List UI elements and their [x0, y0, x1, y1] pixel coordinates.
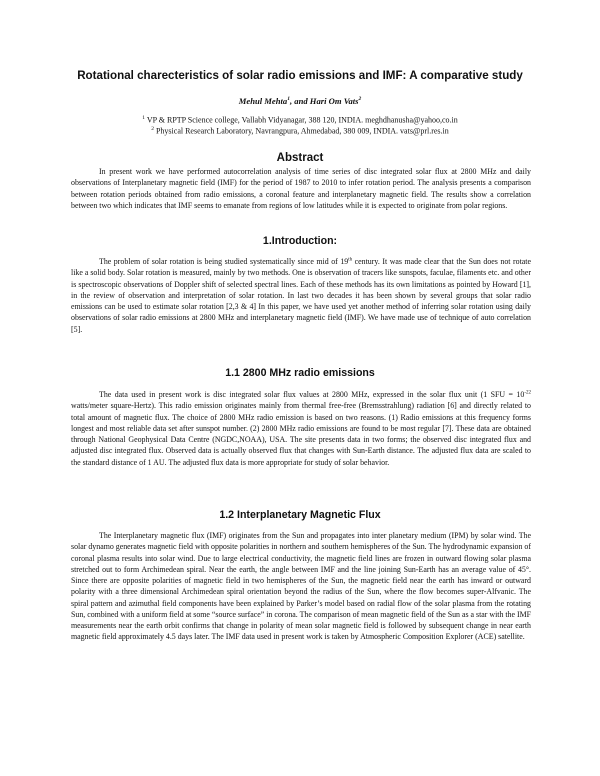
author-1: Mehul Mehta [238, 96, 288, 106]
author-2: Hari Om Vats [309, 96, 359, 106]
affiliation-1-text: VP & RPTP Science college, Vallabh Vidyanagar, 388 120, INDIA. meghdhanusha@yahoo,co.in [144, 115, 458, 125]
abstract-text [71, 166, 531, 211]
section-1-1-text [71, 389, 531, 468]
section-1-2-heading: 1.2 Interplanetary Magnetic Flux [219, 509, 381, 521]
affiliation-2 [40, 126, 560, 136]
affiliation-1 [40, 115, 560, 125]
introduction-body-b: century. It was made clear that the Sun does not rotate like a solid body. Solar rotation is measured, mainly by two methods. One is observation of tracers like sunspots, faculae, filaments etc. and other is spectroscopic observations of Doppler shift of selected spectral lines. Each of these methods has its own limitations as pointed by Howard [1], in the review of observation and interpretation of solar rotation. In last two decades it has been shown by several groups that solar radio emissions can be used to estimate solar rotation [2,3 & 4] In this paper, we have used yet another method of inferring solar rotation using daily observations of solar radio emissions at 2800 MHz and interplanetary magnetic field (IMF). We have made use of technique of auto correlation [5]. [71, 257, 531, 334]
section-1-1-body-a: The data used in present work is disc integrated solar flux values at 2800 MHz, expressed in the solar flux unit (1 SFU = 10 [99, 390, 525, 399]
abstract-body: In present work we have performed autocorrelation analysis of time series of disc integrated solar flux at 2800 MHz and daily observations of Interplanetary magnetic field (IMF) for the period of 1987 to 2010 to infer rotation period. The analysis presents a comparison between rotation periods obtained from radio emissions, a coronal feature and interplanetary magnetic field. The results show a correlation between two which indicates that IMF seems to emanate from regions of low latitudes while it is expected to originate from polar regions. [71, 167, 531, 210]
section-1-1-heading: 1.1 2800 MHz radio emissions [225, 367, 375, 379]
author-2-marker: 2 [358, 96, 362, 103]
section-1-2-body: The Interplanetary magnetic flux (IMF) originates from the Sun and propagates into inter planetary medium (IPM) by solar wind. The solar dynamo generates magnetic field with opposite polarities in northern and southern hemispheres of the Sun. The hydrodynamic expansion of coronal plasma results into solar wind. Due to large electrical conductivity, the magnetic field lines are frozen in outward flowing solar plasma stretched out to form Archimedean spiral. Near the earth, the angle between IMF and the line joining Sun-Earth has an average value of 45°. Since there are opposite polarities of magnetic field in two hemispheres of the Sun, the magnetic field near the earth has inward or outward polarity with a three dimensional Archimedean spiral orientation beyond the radius of the Sun, where the flow becomes super-Alfvanic. The spiral pattern and azimuthal field components have been explained by Parker’s model based on radial flow of the solar plasma from the rotating Sun, combined with a uniform field at some “source surface” in corona. The comparison of mean magnetic field of the Sun as a star with the IMF measurements near the earth orbit confirms that change in polarity of mean solar magnetic field is followed by subsequent change in near earth magnetic field approximately 4.5 days later. The IMF data used in present work is taken by Atmospheric Composition Explorer (ACE) satellite. [71, 531, 532, 642]
introduction-text [71, 256, 531, 335]
author-1-marker: 1 [287, 96, 290, 103]
affiliation-2-marker: 2 [151, 126, 154, 132]
paper-title: Rotational charecteristics of solar radio emissions and IMF: A comparative study [77, 69, 523, 82]
section-1-1-body-b: watts/meter square-Hertz). This radio emission originates mainly from thermal free-free (Bremsstrahlung) radiation [6] and directly related to total amount of magnetic flux. The choice of 2800 MHz radio emission is based on two reasons. (1) Radio emissions at this frequency forms longest and most reliable data set after sunspot number. (2) 2800 MHz radio emissions are found to be most regular [7]. These data are obtained through National Geophysical Data Centre (NGDC,NOAA), USA. The site presents data in two forms; the observed disc integrated flux and adjusted disc integrated flux. Observed data is actually observed flux that changes with Sun-Earth distance. The adjusted flux data are scaled to the standard distance of 1 AU. The adjusted flux data is more appropriate for study of solar behavior. [71, 401, 531, 467]
introduction-heading: 1.Introduction: [262, 235, 338, 247]
author-separator: , and [289, 96, 310, 106]
affiliation-2-text: Physical Research Laboratory, Navrangpura, Ahmedabad, 380 009, INDIA. vats@prl.res.in [153, 126, 449, 136]
affiliation-1-marker: 1 [142, 115, 145, 121]
introduction-body-a: The problem of solar rotation is being studied systematically since mid of 19 [99, 257, 349, 266]
section-1-1-sup: -22 [524, 390, 531, 396]
author-line [40, 96, 560, 106]
section-1-2-text [71, 530, 531, 643]
introduction-sup: th [348, 257, 353, 263]
abstract-heading: Abstract [276, 152, 324, 164]
